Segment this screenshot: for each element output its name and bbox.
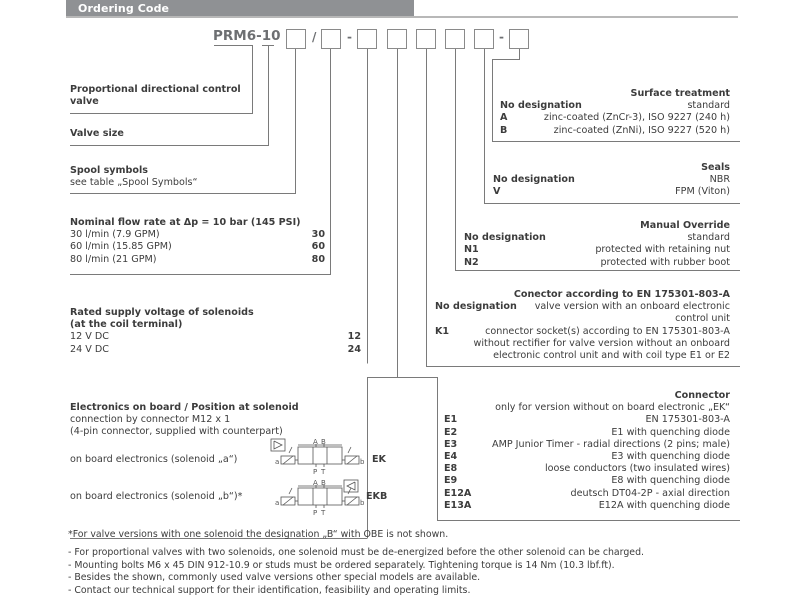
code-separator-dash: - (347, 30, 352, 44)
conector-option-code: No designation (435, 301, 517, 313)
conector-title: Conector according to EN 175301-803-A (513, 289, 730, 300)
port-b-label: B (321, 438, 326, 446)
valve-symbols (268, 436, 365, 518)
connector-title: Connector (674, 390, 730, 401)
surface-option-code: A (500, 112, 508, 124)
connector-subtitle: only for version without on board electronic „EK“ (495, 402, 730, 414)
override-option-desc: protected with retaining nut (595, 244, 730, 256)
override-option (464, 244, 730, 256)
connector-option-desc: EN 175301-803-A (645, 414, 730, 426)
flow-option (70, 241, 325, 253)
electronics-section (70, 402, 299, 439)
surface-option-desc: zinc-coated (ZnCr-3), ISO 9227 (240 h) (543, 112, 730, 124)
section-title: Ordering Code (78, 2, 170, 15)
voltage-option-label: 12 V DC (70, 331, 109, 343)
connector-option-desc: loose conductors (two insulated wires) (545, 463, 730, 475)
conector-option-desc: connector socket(s) according to EN 175301-803-A (485, 325, 730, 337)
override-option-desc: protected with rubber boot (600, 256, 730, 268)
connector-option (444, 500, 730, 512)
connector-option-desc: AMP Junior Timer - radial directions (2 pins; male) (492, 438, 730, 450)
seals-option-code: V (493, 186, 501, 198)
connector-option (444, 475, 730, 487)
connector-option-desc: E12A with quenching diode (598, 499, 730, 511)
electronics-line-1: connection by connector M12 x 1 (70, 414, 231, 426)
override-option (464, 232, 730, 244)
conector-option-desc-cont: control unit (675, 313, 730, 325)
electronics-option-a-code: EK (372, 454, 386, 465)
override-option (464, 257, 730, 269)
note-line: - Besides the shown, commonly used valve versions other special models are available. (68, 572, 481, 583)
connector-option-desc: E1 with quenching diode (611, 426, 730, 438)
connector-option-desc: deutsch DT04-2P - axial direction (570, 487, 730, 499)
spool-note: see table „Spool Symbols“ (70, 177, 198, 188)
connector-option (444, 463, 730, 475)
override-option-code: No designation (464, 232, 546, 244)
valve-title-1: Proportional directional control (70, 84, 241, 95)
electronics-option-a-label: on board electronics (solenoid „a“) (70, 454, 238, 465)
voltage-title-2: (at the coil terminal) (70, 319, 183, 331)
note-line: - For proportional valves with two solenoids, one solenoid must be de-energized before the other solenoid can be charged. (68, 547, 644, 558)
surface-option (500, 100, 730, 112)
port-t-label: T (321, 509, 326, 517)
seals-option (493, 186, 730, 198)
solenoid-a-label: a (275, 458, 280, 466)
connector-option (444, 427, 730, 439)
electronics-b-icon (344, 480, 358, 492)
code-separator-slash: / (312, 30, 317, 44)
surface-option-code: No designation (500, 100, 582, 112)
surface-option (500, 125, 730, 137)
connector-option-code: E3 (444, 438, 458, 450)
connector-option-desc: E3 with quenching diode (611, 451, 730, 463)
connector-option-code: E13A (444, 499, 472, 511)
override-option-code: N1 (464, 244, 479, 256)
connector-option-code: E12A (444, 487, 472, 499)
port-p-label: P (313, 468, 318, 476)
electronics-option-b-code: EKB (366, 491, 388, 502)
flow-option (70, 229, 325, 241)
override-option-code: N2 (464, 256, 479, 268)
voltage-option (70, 344, 361, 356)
port-b-label: B (321, 479, 326, 487)
voltage-option-label: 24 V DC (70, 343, 109, 355)
connector-section (444, 390, 730, 512)
solenoid-b-label: b (360, 458, 365, 466)
connector-option-code: E9 (444, 475, 458, 487)
override-option-desc: standard (687, 232, 730, 244)
surface-option-desc: standard (687, 100, 730, 112)
surface-option-code: B (500, 124, 508, 136)
flow-option-label: 80 l/min (21 GPM) (70, 253, 157, 265)
flow-title: Nominal flow rate at Δp = 10 bar (145 PSI) (70, 217, 301, 228)
flow-option-code: 60 (311, 241, 325, 253)
seals-title: Seals (701, 162, 730, 173)
surface-option-desc: zinc-coated (ZnNi), ISO 9227 (520 h) (553, 124, 730, 136)
voltage-option-code: 24 (347, 343, 361, 355)
port-t-label: T (321, 468, 326, 476)
voltage-option (70, 331, 361, 343)
footnote: *For valve versions with one solenoid the designation „B“ with OBE is not shown. (68, 529, 449, 540)
surface-option (500, 112, 730, 124)
seals-option (493, 174, 730, 186)
conector-option (435, 301, 730, 313)
conector-option-desc-cont: electronic control unit and with coil type E1 or E2 (493, 350, 730, 362)
solenoid-b-label: b (360, 499, 365, 507)
voltage-title-1: Rated supply voltage of solenoids (70, 307, 254, 318)
connector-option (444, 414, 730, 426)
note-line: - Mounting bolts M6 x 45 DIN 912-10.9 or studs must be ordered separately. Tightening torque is 14 Nm (10.3 lbf.ft). (68, 559, 615, 571)
conector-option (435, 326, 730, 338)
electronics-line-2: (4-pin connector, supplied with counterpart) (70, 426, 283, 438)
flow-section (70, 217, 325, 266)
seals-option-desc: FPM (Viton) (675, 186, 730, 198)
voltage-section (70, 307, 361, 356)
valve-title-2: valve (70, 96, 99, 107)
seals-section (493, 162, 730, 199)
port-a-label: A (313, 438, 318, 446)
override-section (464, 220, 730, 269)
flow-option-code: 80 (311, 253, 325, 265)
connector-option-code: E2 (444, 426, 458, 438)
spring-b-icon (348, 447, 351, 453)
conector-option-desc-cont: without rectifier for valve version without an onboard (473, 337, 730, 349)
code-separator-dash-2: - (499, 30, 504, 44)
connector-option-code: E8 (444, 463, 458, 475)
connector-option (444, 451, 730, 463)
electronics-a-icon (271, 439, 285, 451)
electronics-title: Electronics on board / Position at solenoid (70, 402, 299, 413)
valve-symbol-ekb (281, 480, 359, 508)
port-a-label: A (313, 479, 318, 487)
voltage-option-code: 12 (347, 331, 361, 343)
connector-option (444, 488, 730, 500)
connector-option-code: E1 (444, 414, 458, 426)
surface-section (500, 88, 730, 137)
solenoid-a-label: a (275, 499, 280, 507)
conector-option-desc: valve version with an onboard electronic (534, 301, 730, 313)
seals-option-code: No designation (493, 174, 575, 186)
code-prefix: PRM6-10 (213, 28, 281, 44)
connector-option (444, 439, 730, 451)
seals-option-desc: NBR (709, 174, 730, 186)
flow-option (70, 254, 325, 266)
conector-section (435, 289, 730, 362)
flow-option-label: 30 l/min (7.9 GPM) (70, 229, 160, 241)
connector-option-code: E4 (444, 451, 458, 463)
surface-title: Surface treatment (630, 88, 730, 99)
flow-option-label: 60 l/min (15.85 GPM) (70, 241, 172, 253)
spool-title: Spool symbols (70, 165, 149, 176)
spring-a-icon (289, 447, 292, 453)
valve-size-title: Valve size (70, 128, 124, 139)
override-title: Manual Override (640, 220, 730, 231)
note-line: - Contact our technical support for their identification, feasibility and operating limits. (68, 584, 471, 596)
electronics-option-b-label: on board electronics (solenoid „b“)* (70, 491, 243, 502)
flow-option-code: 30 (311, 229, 325, 241)
conector-option-code: K1 (435, 325, 450, 337)
port-p-label: P (313, 509, 318, 517)
connector-option-desc: E8 with quenching diode (611, 475, 730, 487)
